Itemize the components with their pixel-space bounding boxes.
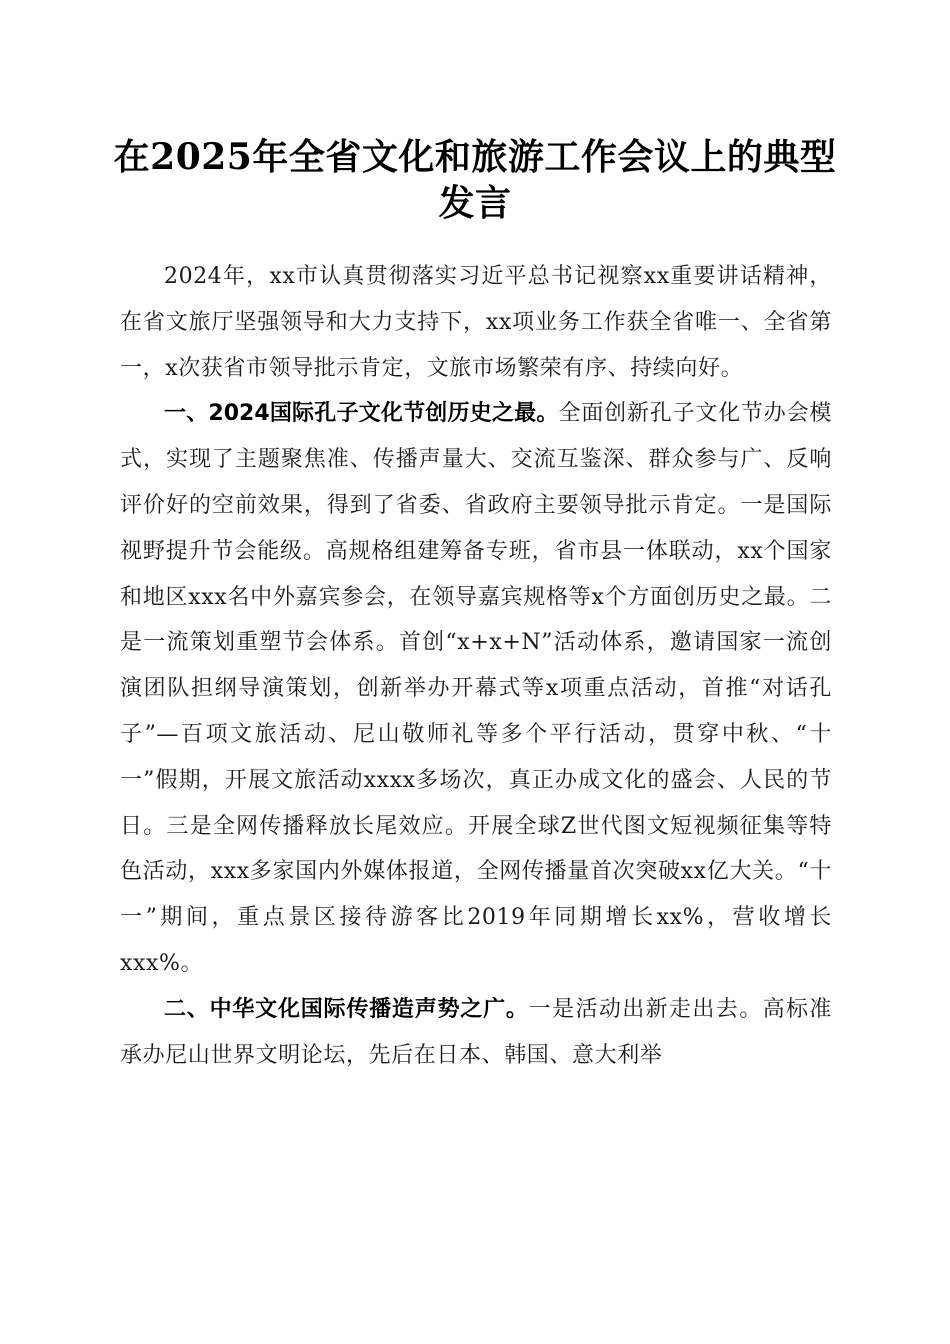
paragraph-text: 全面创新孔子文化节办会模式，实现了主题聚焦准、传播声量大、交流互鉴深、群众参与广、反响评价好的空前效果，得到了省委、省政府主要领导批示肯定。一是国际视野提升节会能级。高规格组建筹备专班，省市县一体联动，xx个国家和地区xxx名中外嘉宾参会，在领导嘉宾规格等x个方面创历史之最。二是一流策划重塑节会体系。首创“x+x+N”活动体系，邀请国家一流创演团队担纲导演策划，创新举办开幕式等x项重点活动，首推“对话孔子”—百项文旅活动、尼山敬师礼等多个平行活动，贯穿中秋、“十一”假期，开展文旅活动xxxx多场次，真正办成文化的盛会、人民的节日。三是全网传播释放长尾效应。开展全球Z世代图文短视频征集等特色活动，xxx多家国内外媒体报道，全网传播量首次突破xx亿大关。“十一”期间，重点景区接待游客比2019年同期增长xx%，营收增长xxx%。 — [120, 401, 832, 976]
paragraph-section-two — [120, 987, 832, 1079]
paragraph-section-one — [120, 391, 832, 986]
section-heading: 一、2024国际孔子文化节创历史之最。 — [164, 401, 559, 427]
document-body — [120, 254, 832, 1078]
paragraph-text: 2024年，xx市认真贯彻落实习近平总书记视察xx重要讲话精神，在省文旅厅坚强领导和大力支持下，xx项业务工作获全省唯一、全省第一，x次获省市领导批示肯定，文旅市场繁荣有序、持续向好。 — [120, 264, 832, 381]
paragraph-intro — [120, 254, 832, 391]
section-heading: 二、中华文化国际传播造声势之广。 — [164, 996, 529, 1022]
paragraph-text: 一是活动出新走出去。高标准承办尼山世界文明论坛，先后在日本、韩国、意大利举 — [120, 996, 832, 1068]
document-title: 在2025年全省文化和旅游工作会议上的典型发言 — [113, 136, 837, 224]
